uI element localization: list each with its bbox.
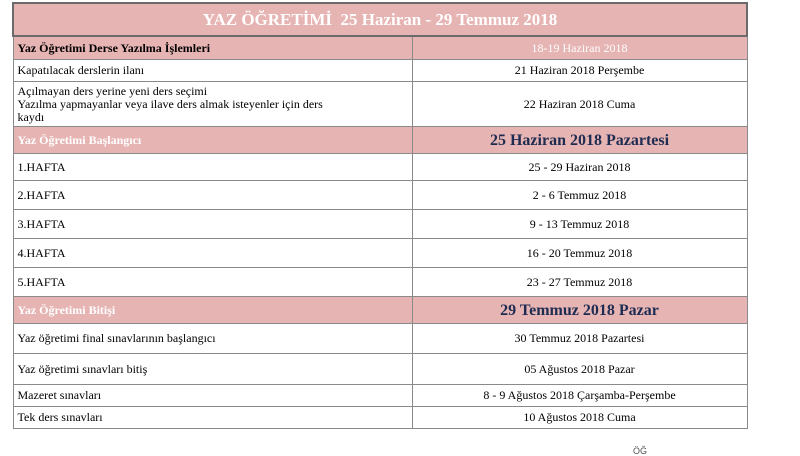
- section-start-header: [13, 127, 747, 154]
- table-row: [13, 268, 747, 297]
- calendar-title: YAZ ÖĞRETİMİ 25 Haziran - 29 Temmuz 2018: [13, 3, 747, 36]
- row-label: Kapatılacak derslerin ilanı: [13, 60, 412, 82]
- row-value: 05 Ağustos 2018 Pazar: [412, 354, 747, 385]
- start-date: 25 Haziran 2018 Pazartesi: [412, 127, 747, 154]
- week-dates: 2 - 6 Temmuz 2018: [412, 181, 747, 210]
- page-footer-mark: ÖĞ: [633, 446, 648, 456]
- row-value: 22 Haziran 2018 Cuma: [412, 82, 747, 127]
- week-label: 5.HAFTA: [13, 268, 412, 297]
- start-heading: Yaz Öğretimi Başlangıcı: [13, 127, 412, 154]
- end-date: 29 Temmuz 2018 Pazar: [412, 297, 747, 324]
- row-label: Mazeret sınavları: [13, 385, 412, 407]
- row-label: Yaz öğretimi final sınavlarının başlangıcı: [13, 324, 412, 354]
- week-label: 1.HAFTA: [13, 154, 412, 181]
- row-label: [13, 82, 412, 127]
- table-row: [13, 407, 747, 429]
- row-label-line: kaydı: [17, 109, 45, 124]
- table-row: [13, 181, 747, 210]
- table-row: [13, 385, 747, 407]
- row-value: 30 Temmuz 2018 Pazartesi: [412, 324, 747, 354]
- academic-calendar-table: [12, 2, 748, 429]
- row-value: 8 - 9 Ağustos 2018 Çarşamba-Perşembe: [412, 385, 747, 407]
- registration-heading: Yaz Öğretimi Derse Yazılma İşlemleri: [13, 36, 412, 60]
- table-row: [13, 354, 747, 385]
- week-dates: 16 - 20 Temmuz 2018: [412, 239, 747, 268]
- row-value: 21 Haziran 2018 Perşembe: [412, 60, 747, 82]
- row-value: 10 Ağustos 2018 Cuma: [412, 407, 747, 429]
- table-row: [13, 239, 747, 268]
- table-row: [13, 60, 747, 82]
- table-row: [13, 82, 747, 127]
- week-dates: 9 - 13 Temmuz 2018: [412, 210, 747, 239]
- row-label: Tek ders sınavları: [13, 407, 412, 429]
- title-row: [13, 3, 747, 36]
- table-row: [13, 210, 747, 239]
- week-label: 4.HAFTA: [13, 239, 412, 268]
- row-label: Yaz öğretimi sınavları bitiş: [13, 354, 412, 385]
- week-label: 3.HAFTA: [13, 210, 412, 239]
- registration-date: 18-19 Haziran 2018: [412, 36, 747, 60]
- row-label-line: Açılmayan ders yerine yeni ders seçimi: [17, 83, 208, 98]
- end-heading: Yaz Öğretimi Bitişi: [13, 297, 412, 324]
- week-dates: 25 - 29 Haziran 2018: [412, 154, 747, 181]
- row-label-line: Yazılma yapmayanlar veya ilave ders almak isteyenler için ders: [17, 96, 323, 111]
- week-label: 2.HAFTA: [13, 181, 412, 210]
- table-row: [13, 324, 747, 354]
- week-dates: 23 - 27 Temmuz 2018: [412, 268, 747, 297]
- section-registration-header: [13, 36, 747, 60]
- section-end-header: [13, 297, 747, 324]
- table-row: [13, 154, 747, 181]
